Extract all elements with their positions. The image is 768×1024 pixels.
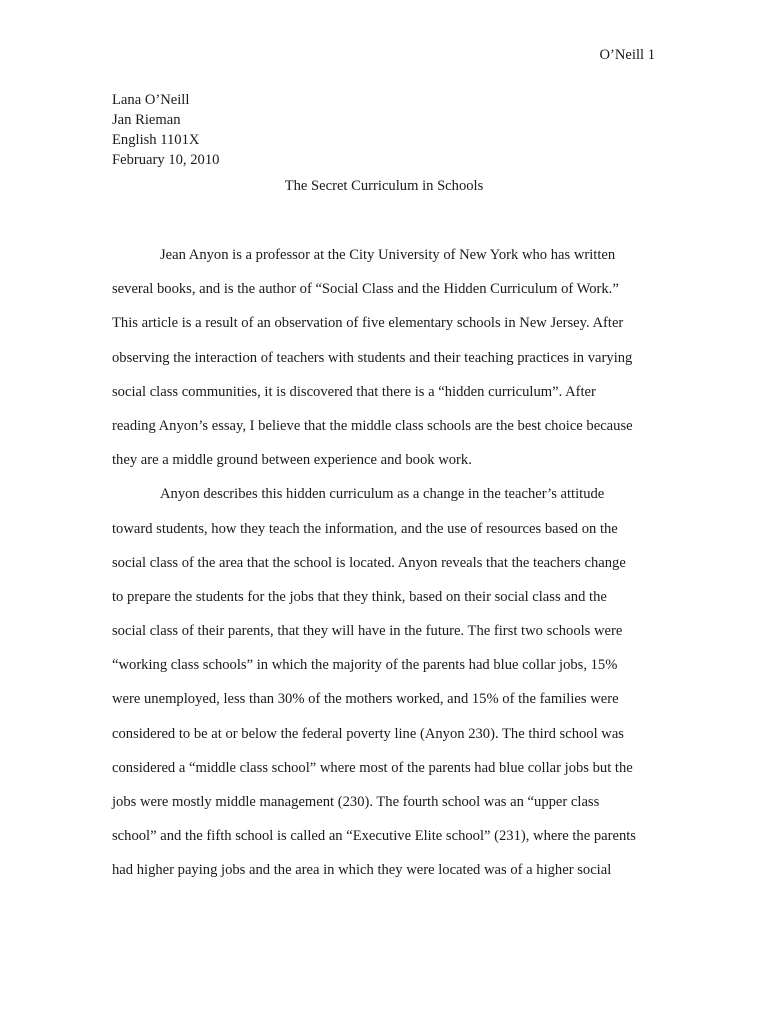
body-line: to prepare the students for the jobs that they think, based on their social class and the — [112, 588, 607, 605]
essay-body — [112, 245, 636, 895]
body-line: had higher paying jobs and the area in which they were located was of a higher social — [112, 862, 612, 879]
body-line: were unemployed, less than 30% of the mothers worked, and 15% of the families were — [112, 691, 619, 708]
body-line: school” and the fifth school is called an “Executive Elite school” (231), where the parents — [112, 828, 636, 845]
body-line: they are a middle ground between experience and book work. — [112, 452, 472, 469]
body-line: Jean Anyon is a professor at the City University of New York who has written — [160, 247, 616, 263]
course-name: English 1101X — [112, 132, 200, 148]
body-line: jobs were mostly middle management (230). The fourth school was an “upper class — [112, 794, 600, 810]
running-head: O’Neill 1 — [599, 47, 655, 63]
author-name: Lana O’Neill — [112, 92, 190, 108]
body-line: considered to be at or below the federal poverty line (Anyon 230). The third school was — [112, 725, 624, 742]
body-line: several books, and is the author of “Social Class and the Hidden Curriculum of Work.” — [112, 281, 619, 298]
body-line: social class communities, it is discovered that there is a “hidden curriculum”. After — [112, 383, 596, 400]
body-line: This article is a result of an observation of five elementary schools in New Jersey. After — [112, 315, 624, 332]
essay-date: February 10, 2010 — [112, 152, 220, 168]
body-line: social class of the area that the school is located. Anyon reveals that the teachers change — [112, 554, 626, 571]
mla-heading — [112, 90, 219, 170]
body-line: Anyon describes this hidden curriculum as a change in the teacher’s attitude — [160, 486, 605, 503]
essay-title: The Secret Curriculum in Schools — [284, 178, 484, 194]
body-line: observing the interaction of teachers with students and their teaching practices in varying — [112, 349, 633, 366]
body-line: social class of their parents, that they will have in the future. The first two schools were — [112, 623, 623, 640]
body-line: toward students, how they teach the information, and the use of resources based on the — [112, 520, 618, 537]
instructor-name: Jan Rieman — [112, 112, 181, 128]
body-line: considered a “middle class school” where most of the parents had blue collar jobs but the — [112, 759, 633, 776]
body-line: “working class schools” in which the majority of the parents had blue collar jobs, 15% — [112, 657, 618, 674]
body-line: reading Anyon’s essay, I believe that the middle class schools are the best choice because — [112, 417, 633, 434]
